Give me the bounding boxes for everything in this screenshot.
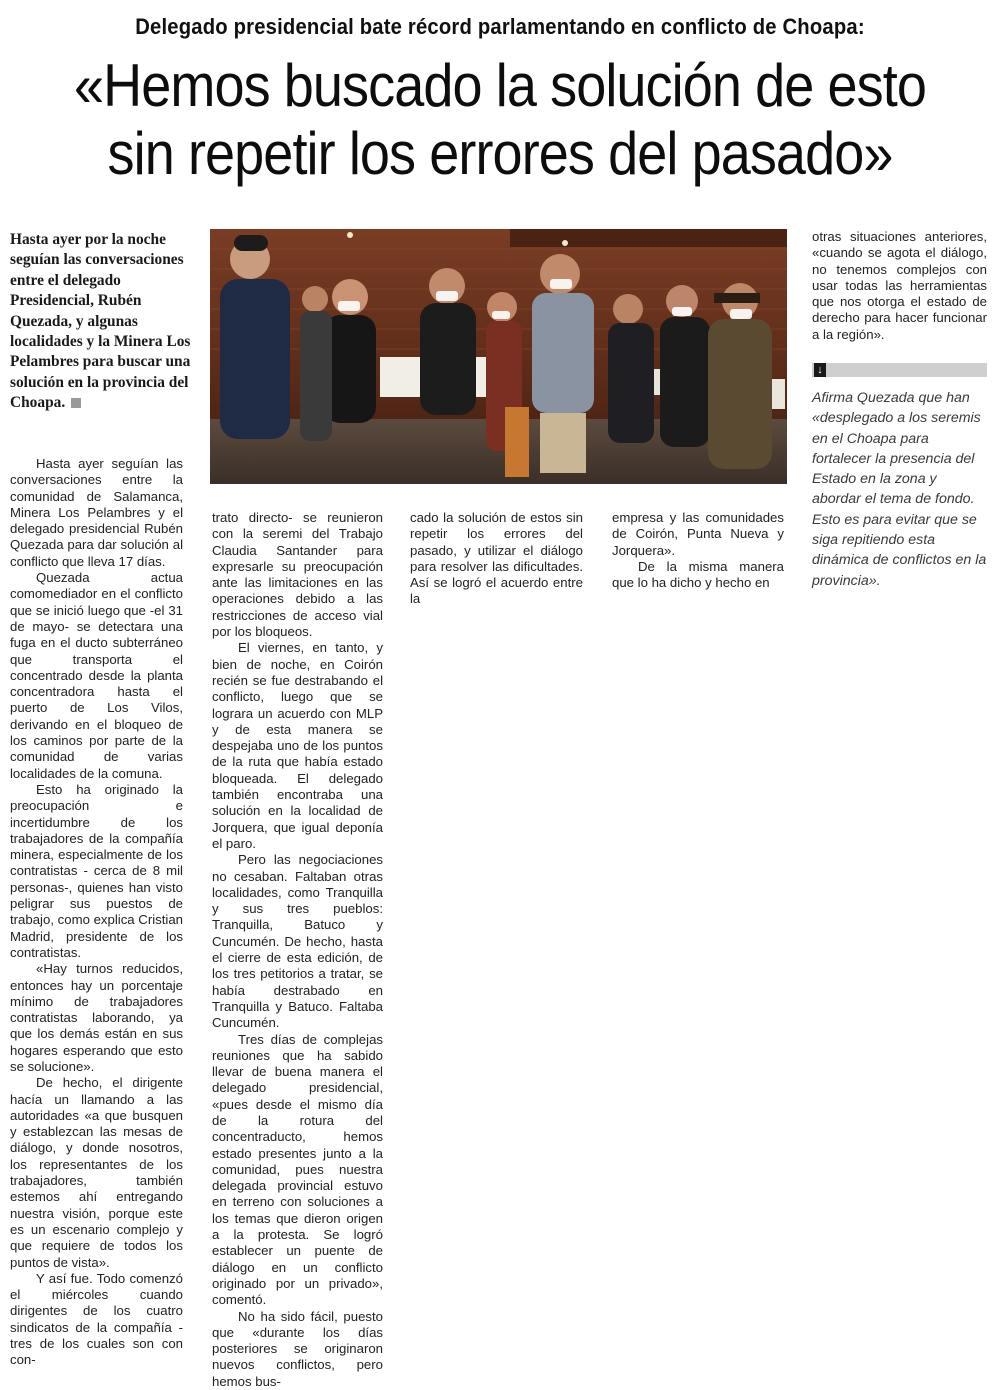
paragraph: «Hay turnos reducidos, entonces hay un porcentaje mínimo de trabajadores contratistas laborando, ya que los demás están en sus hogares esperando que esto se solucione».	[10, 961, 183, 1074]
paragraph: No ha sido fácil, puesto que «durante los días posteriores se originaron nuevos conflictos, pero hemos bus-	[212, 1308, 383, 1389]
body-column-5	[812, 229, 987, 343]
paragraph: Pero las negociaciones no cesaban. Faltaban otras localidades, como Tranquilla y sus tres pueblos: Tranquilla, Batuco y Cuncumén. De hecho, hasta el cierre de esta edición, de los tres petitorios a tratar, se había destrabado en Tranquilla y Batuco. Faltaba Cuncumén.	[212, 852, 383, 1031]
paragraph: cado la solución de estos sin repetir los errores del pasado, y utilizar el diálogo para resolver las dificultades. Así se logró el acuerdo entre la	[410, 510, 583, 607]
paragraph: trato directo- se reunieron con la seremi del Trabajo Claudia Santander para expresarle su preocupación ante las limitaciones en las operaciones debido a las restricciones de acceso vial por los bloqueos.	[212, 510, 383, 640]
paragraph: De hecho, el dirigente hacía un llamando a las autoridades «a que busquen y establezcan las mesas de diálogo, y donde nosotros, los representantes de los trabajadores, también estemos ahí entregando nuestra visión, porque este es un escenario complejo y que requiere de todos los puntos de vista».	[10, 1075, 183, 1270]
body-column-3	[410, 510, 583, 608]
article-photo	[210, 229, 787, 484]
paragraph: Esto ha originado la preocupación e incertidumbre de los trabajadores de la compañía minera, especialmente de los contratistas - cerca de 8 mil personas-, quienes han visto peligrar sus puestos de trabajo, como explica Cristian Madrid, presidente de los contratistas.	[10, 781, 183, 960]
paragraph: De la misma manera que lo ha dicho y hecho en	[612, 558, 784, 591]
paragraph: Y así fue. Todo comenzó el miércoles cuando dirigentes de los cuatro sindicatos de la compañía -tres de los cuales son con con-	[10, 1270, 183, 1368]
down-arrow-icon: ↓	[814, 363, 826, 377]
pull-quote-bar	[812, 363, 987, 377]
body-column-1	[10, 456, 183, 1369]
headline-line-2: sin repetir los errores del pasado»	[107, 120, 893, 187]
article-headline	[50, 52, 950, 188]
paragraph: otras situaciones anteriores, «cuando se agota el diálogo, no tenemos complejos con usar todas las herramientas que nos otorga el estado de derecho para hacer funcionar a la región».	[812, 229, 987, 342]
body-column-2	[212, 510, 383, 1390]
paragraph: Quezada actua comomediador en el conflicto que se inició luego que -el 31 de mayo- se detectara una fuga en el ducto subterráneo que transporta el concentrado desde la planta concentradora hasta el puerto de Los Vilos, derivando en el bloqueo de los caminos por parte de la comunidad de varias localidades de la comuna.	[10, 570, 183, 781]
paragraph: Tres días de complejas reuniones que ha sabido llevar de buena manera el delegado presidencial, «pues desde el mismo día de la rotura del concentraducto, hemos estado presentes junto a la comunidad, pues nuestra delegada provincial estuvo en terreno con soluciones a los temas que dieron origen a la protesta. Se logró establecer un puente de diálogo en un conflicto originado por un privado», comentó.	[212, 1031, 383, 1308]
article-lead	[10, 230, 192, 414]
pull-quote: Afirma Quezada que han «desplegado a los seremis en el Choapa para fortalecer la presencia del Estado en la zona y abordar el tema de fondo. Esto es para evitar que se siga repitiendo esta dinámica de conflictos en la provincia».	[812, 390, 987, 589]
paragraph: El viernes, en tanto, y bien de noche, en Coirón recién se fue destrabando el conflicto, luego que se lograra un acuerdo con MLP y de esta manera se despejaba uno de los puntos de la ruta que había estado bloqueada. El delegado también encontraba una solución en la localidad de Jorquera, que igual deponía el paro.	[212, 640, 383, 851]
square-end-icon	[71, 398, 81, 408]
lead-text: Hasta ayer por la noche seguían las conversaciones entre el delegado Presidencial, Rubén Quezada, y algunas localidades y la Minera Los Pelambres para buscar una solución en la provincia del Choapa.	[10, 231, 191, 412]
headline-line-1: «Hemos buscado la solución de esto	[74, 52, 926, 119]
paragraph: Hasta ayer seguían las conversaciones entre la comunidad de Salamanca, Minera Los Pelambres y el delegado presidencial Rubén Quezada para dar solución al conflicto que lleva 17 días.	[10, 456, 183, 569]
article-kicker: Delegado presidencial bate récord parlamentando en conflicto de Choapa:	[135, 14, 865, 39]
body-column-4	[612, 510, 784, 591]
paragraph: empresa y las comunidades de Coirón, Punta Nueva y Jorquera».	[612, 510, 784, 558]
